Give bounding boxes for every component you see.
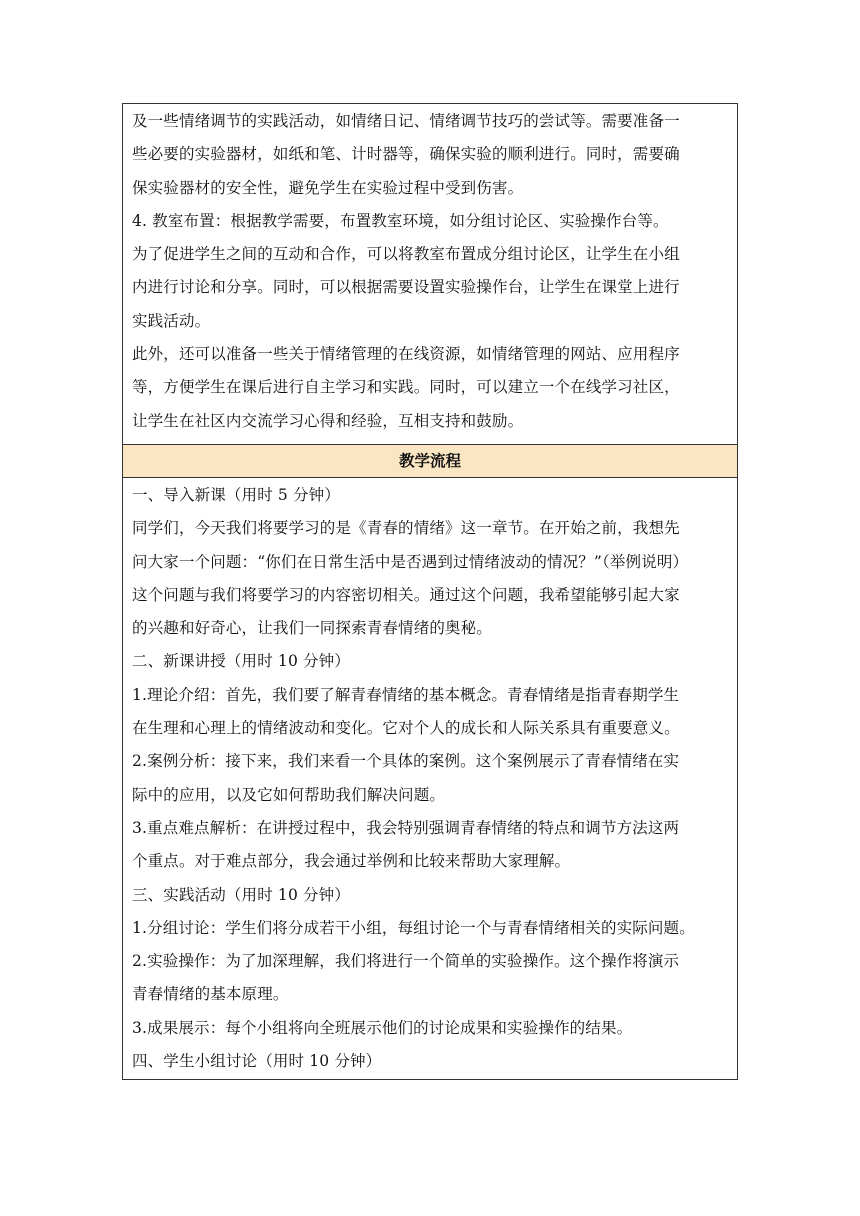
text-line: 2.案例分析：接下来，我们来看一个具体的案例。这个案例展示了青春情绪在实 xyxy=(132,752,680,771)
text-line: 问大家一个问题：“你们在日常生活中是否遇到过情绪波动的情况？”（举例说明） xyxy=(132,552,689,571)
text-line: 三、实践活动（用时 10 分钟） xyxy=(132,885,350,904)
text-line: 个重点。对于难点部分，我会通过举例和比较来帮助大家理解。 xyxy=(132,852,571,871)
text-line: 3.成果展示：每个小组将向全班展示他们的讨论成果和实验操作的结果。 xyxy=(132,1018,633,1037)
text-line: 保实验器材的安全性，避免学生在实验过程中受到伤害。 xyxy=(132,178,524,197)
text-line: 这个问题与我们将要学习的内容密切相关。通过这个问题，我希望能够引起大家 xyxy=(132,585,680,604)
text-line: 些必要的实验器材，如纸和笔、计时器等，确保实验的顺利进行。同时，需要确 xyxy=(132,145,680,164)
lesson-plan-table xyxy=(122,103,738,1080)
teaching-process-cell xyxy=(123,478,737,1079)
text-line: 等，方便学生在课后进行自主学习和实践。同时，可以建立一个在线学习社区， xyxy=(132,378,680,397)
preparation-cell xyxy=(123,104,737,444)
text-line: 内进行讨论和分享。同时，可以根据需要设置实验操作台，让学生在课堂上进行 xyxy=(132,278,680,297)
text-line: 实践活动。 xyxy=(132,311,211,330)
text-line: 同学们，今天我们将要学习的是《青春的情绪》这一章节。在开始之前，我想先 xyxy=(132,519,680,538)
text-line: 1.分组讨论：学生们将分成若干小组，每组讨论一个与青春情绪相关的实际问题。 xyxy=(132,918,695,937)
text-line: 一、导入新课（用时 5 分钟） xyxy=(132,485,340,504)
text-line: 二、新课讲授（用时 10 分钟） xyxy=(132,652,350,671)
text-line: 青春情绪的基本原理。 xyxy=(132,985,289,1004)
text-line: 3.重点难点解析：在讲授过程中，我会特别强调青春情绪的特点和调节方法这两 xyxy=(132,818,680,837)
text-line: 四、学生小组讨论（用时 10 分钟） xyxy=(132,1052,382,1071)
text-line: 在生理和心理上的情绪波动和变化。它对个人的成长和人际关系具有重要意义。 xyxy=(132,719,680,738)
text-line: 让学生在社区内交流学习心得和经验，互相支持和鼓励。 xyxy=(132,411,524,430)
text-line: 的兴趣和好奇心，让我们一同探索青春情绪的奥秘。 xyxy=(132,619,492,638)
text-line: 1.理论介绍：首先，我们要了解青春情绪的基本概念。青春情绪是指青春期学生 xyxy=(132,685,680,704)
text-line: 4. 教室布置：根据教学需要，布置教室环境，如分组讨论区、实验操作台等。 xyxy=(132,211,669,230)
text-line: 为了促进学生之间的互动和合作，可以将教室布置成分组讨论区，让学生在小组 xyxy=(132,245,680,264)
text-line: 及一些情绪调节的实践活动，如情绪日记、情绪调节技巧的尝试等。需要准备一 xyxy=(132,112,680,130)
text-line: 2.实验操作：为了加深理解，我们将进行一个简单的实验操作。这个操作将演示 xyxy=(132,952,680,971)
section-header: 教学流程 xyxy=(123,444,737,478)
text-line: 际中的应用，以及它如何帮助我们解决问题。 xyxy=(132,785,446,804)
text-line: 此外，还可以准备一些关于情绪管理的在线资源，如情绪管理的网站、应用程序 xyxy=(132,345,680,364)
